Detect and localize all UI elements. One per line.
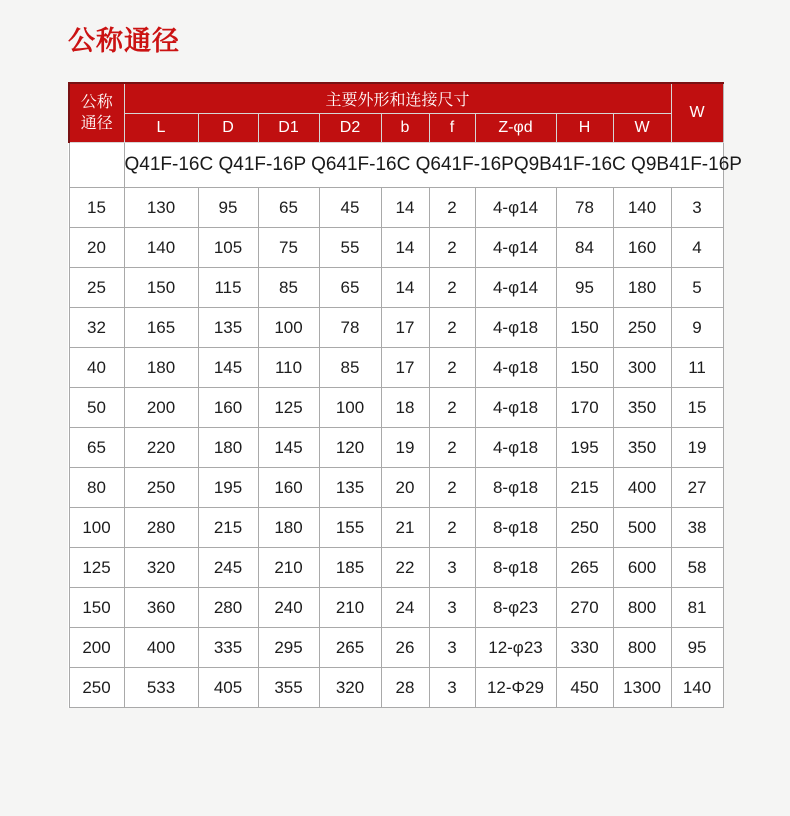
table-row xyxy=(69,548,723,588)
table-cell: 150 xyxy=(556,348,613,388)
table-cell: 12-φ23 xyxy=(475,628,556,668)
table-cell: 360 xyxy=(124,588,198,628)
table-cell: 2 xyxy=(429,188,475,228)
table-cell: 405 xyxy=(198,668,258,708)
table-cell: 200 xyxy=(124,388,198,428)
column-header-f: f xyxy=(429,114,475,143)
table-cell: 65 xyxy=(258,188,319,228)
table-cell: 120 xyxy=(319,428,381,468)
table-cell: 400 xyxy=(613,468,671,508)
table-row xyxy=(69,428,723,468)
table-row xyxy=(69,388,723,428)
table-cell: 55 xyxy=(319,228,381,268)
table-cell: 180 xyxy=(124,348,198,388)
table-cell: 4-φ14 xyxy=(475,228,556,268)
table-cell: 335 xyxy=(198,628,258,668)
table-cell: 8-φ23 xyxy=(475,588,556,628)
table-cell: 14 xyxy=(381,268,429,308)
table-cell: 38 xyxy=(671,508,723,548)
table-cell: 2 xyxy=(429,348,475,388)
cell-nominal-diameter: 65 xyxy=(69,428,124,468)
table-cell: 12-Φ29 xyxy=(475,668,556,708)
table-cell: 4-φ18 xyxy=(475,348,556,388)
table-cell: 95 xyxy=(556,268,613,308)
table-cell: 85 xyxy=(258,268,319,308)
cell-nominal-diameter: 100 xyxy=(69,508,124,548)
table-cell: 250 xyxy=(124,468,198,508)
table-cell: 3 xyxy=(429,548,475,588)
table-row xyxy=(69,508,723,548)
table-row xyxy=(69,268,723,308)
table-cell: 4-φ18 xyxy=(475,308,556,348)
table-cell: 533 xyxy=(124,668,198,708)
table-cell: 250 xyxy=(613,308,671,348)
table-cell: 160 xyxy=(198,388,258,428)
header-group-row xyxy=(69,83,723,114)
table-cell: 350 xyxy=(613,428,671,468)
header-nominal-line1: 公称 xyxy=(80,94,113,111)
table-cell: 800 xyxy=(613,588,671,628)
cell-nominal-diameter: 25 xyxy=(69,268,124,308)
table-cell: 14 xyxy=(381,228,429,268)
model-row-text: Q41F-16C Q41F-16P Q641F-16C Q641F-16PQ9B41F-16C Q9B41F-16P xyxy=(124,143,723,188)
cell-nominal-diameter: 150 xyxy=(69,588,124,628)
table-cell: 180 xyxy=(258,508,319,548)
table-cell: 1300 xyxy=(613,668,671,708)
table-row xyxy=(69,348,723,388)
table-cell: 155 xyxy=(319,508,381,548)
column-header-L: L xyxy=(124,114,198,143)
table-cell: 81 xyxy=(671,588,723,628)
header-nominal-diameter xyxy=(69,83,124,143)
table-cell: 320 xyxy=(319,668,381,708)
table-cell: 100 xyxy=(258,308,319,348)
table-cell: 14 xyxy=(381,188,429,228)
table-cell: 500 xyxy=(613,508,671,548)
table-cell: 3 xyxy=(429,668,475,708)
table-cell: 45 xyxy=(319,188,381,228)
table-cell: 15 xyxy=(671,388,723,428)
table-cell: 195 xyxy=(556,428,613,468)
table-cell: 105 xyxy=(198,228,258,268)
column-header-D1: D1 xyxy=(258,114,319,143)
table-cell: 400 xyxy=(124,628,198,668)
table-row xyxy=(69,188,723,228)
table-cell: 145 xyxy=(258,428,319,468)
table-cell: 215 xyxy=(556,468,613,508)
table-cell: 140 xyxy=(124,228,198,268)
table-cell: 140 xyxy=(671,668,723,708)
table-cell: 130 xyxy=(124,188,198,228)
table-cell: 4-φ14 xyxy=(475,268,556,308)
column-header-Z-φd: Z-φd xyxy=(475,114,556,143)
table-cell: 58 xyxy=(671,548,723,588)
table-cell: 85 xyxy=(319,348,381,388)
table-cell: 78 xyxy=(556,188,613,228)
model-row xyxy=(69,143,723,188)
table-cell: 3 xyxy=(429,628,475,668)
table-cell: 26 xyxy=(381,628,429,668)
table-cell: 245 xyxy=(198,548,258,588)
table-cell: 4-φ18 xyxy=(475,388,556,428)
table-cell: 800 xyxy=(613,628,671,668)
table-row xyxy=(69,228,723,268)
table-cell: 19 xyxy=(381,428,429,468)
table-cell: 140 xyxy=(613,188,671,228)
column-header-H: H xyxy=(556,114,613,143)
cell-nominal-diameter: 20 xyxy=(69,228,124,268)
table-cell: 350 xyxy=(613,388,671,428)
table-cell: 220 xyxy=(124,428,198,468)
cell-nominal-diameter: 32 xyxy=(69,308,124,348)
table-cell: 5 xyxy=(671,268,723,308)
table-cell: 125 xyxy=(258,388,319,428)
table-cell: 145 xyxy=(198,348,258,388)
table-row xyxy=(69,628,723,668)
table-cell: 450 xyxy=(556,668,613,708)
table-cell: 2 xyxy=(429,428,475,468)
column-header-W: W xyxy=(613,114,671,143)
table-cell: 330 xyxy=(556,628,613,668)
cell-nominal-diameter: 200 xyxy=(69,628,124,668)
table-cell: 21 xyxy=(381,508,429,548)
cell-nominal-diameter: 40 xyxy=(69,348,124,388)
model-row-empty-cell xyxy=(69,143,124,188)
table-row xyxy=(69,588,723,628)
header-subcolumn-row xyxy=(69,114,723,143)
table-cell: 300 xyxy=(613,348,671,388)
table-cell: 265 xyxy=(556,548,613,588)
table-cell: 8-φ18 xyxy=(475,468,556,508)
cell-nominal-diameter: 125 xyxy=(69,548,124,588)
page-title: 公称通径 xyxy=(68,26,180,56)
table-cell: 270 xyxy=(556,588,613,628)
table-cell: 165 xyxy=(124,308,198,348)
table-cell: 2 xyxy=(429,228,475,268)
header-nominal-line2: 通径 xyxy=(80,115,113,132)
table-cell: 280 xyxy=(124,508,198,548)
table-cell: 28 xyxy=(381,668,429,708)
table-cell: 9 xyxy=(671,308,723,348)
table-row xyxy=(69,308,723,348)
table-cell: 17 xyxy=(381,348,429,388)
table-cell: 210 xyxy=(258,548,319,588)
table-cell: 4-φ14 xyxy=(475,188,556,228)
table-cell: 75 xyxy=(258,228,319,268)
table-cell: 27 xyxy=(671,468,723,508)
table-cell: 135 xyxy=(198,308,258,348)
header-main-dimensions: 主要外形和连接尺寸 xyxy=(124,83,671,114)
column-header-D: D xyxy=(198,114,258,143)
table-cell: 195 xyxy=(198,468,258,508)
table-cell: 20 xyxy=(381,468,429,508)
table-cell: 295 xyxy=(258,628,319,668)
table-cell: 3 xyxy=(671,188,723,228)
table-cell: 65 xyxy=(319,268,381,308)
table-cell: 180 xyxy=(613,268,671,308)
table-cell: 600 xyxy=(613,548,671,588)
header-weight-w: W xyxy=(671,83,723,143)
table-cell: 100 xyxy=(319,388,381,428)
table-body xyxy=(69,143,742,708)
table-cell: 4 xyxy=(671,228,723,268)
table-cell: 19 xyxy=(671,428,723,468)
table-cell: 18 xyxy=(381,388,429,428)
table-cell: 3 xyxy=(429,588,475,628)
table-cell: 115 xyxy=(198,268,258,308)
table-cell: 8-φ18 xyxy=(475,548,556,588)
table-cell: 95 xyxy=(198,188,258,228)
table-header xyxy=(69,83,723,143)
table-row xyxy=(69,468,723,508)
table-cell: 2 xyxy=(429,508,475,548)
table-cell: 240 xyxy=(258,588,319,628)
table-cell: 160 xyxy=(613,228,671,268)
table-cell: 95 xyxy=(671,628,723,668)
table-cell: 8-φ18 xyxy=(475,508,556,548)
table-cell: 2 xyxy=(429,388,475,428)
table-cell: 265 xyxy=(319,628,381,668)
table-cell: 2 xyxy=(429,308,475,348)
table-cell: 355 xyxy=(258,668,319,708)
column-header-D2: D2 xyxy=(319,114,381,143)
table-cell: 180 xyxy=(198,428,258,468)
table-cell: 84 xyxy=(556,228,613,268)
table-cell: 210 xyxy=(319,588,381,628)
table-cell: 78 xyxy=(319,308,381,348)
column-header-b: b xyxy=(381,114,429,143)
table-cell: 17 xyxy=(381,308,429,348)
table-cell: 4-φ18 xyxy=(475,428,556,468)
table-cell: 150 xyxy=(556,308,613,348)
table-cell: 160 xyxy=(258,468,319,508)
dimension-spec-table xyxy=(68,82,742,708)
table-cell: 2 xyxy=(429,468,475,508)
table-cell: 280 xyxy=(198,588,258,628)
table-cell: 215 xyxy=(198,508,258,548)
table-cell: 110 xyxy=(258,348,319,388)
cell-nominal-diameter: 80 xyxy=(69,468,124,508)
table-cell: 22 xyxy=(381,548,429,588)
table-cell: 11 xyxy=(671,348,723,388)
table-cell: 135 xyxy=(319,468,381,508)
cell-nominal-diameter: 15 xyxy=(69,188,124,228)
table-cell: 250 xyxy=(556,508,613,548)
table-row xyxy=(69,668,723,708)
table-cell: 320 xyxy=(124,548,198,588)
table-cell: 24 xyxy=(381,588,429,628)
table-cell: 150 xyxy=(124,268,198,308)
cell-nominal-diameter: 50 xyxy=(69,388,124,428)
table-cell: 2 xyxy=(429,268,475,308)
table-cell: 170 xyxy=(556,388,613,428)
cell-nominal-diameter: 250 xyxy=(69,668,124,708)
table-cell: 185 xyxy=(319,548,381,588)
